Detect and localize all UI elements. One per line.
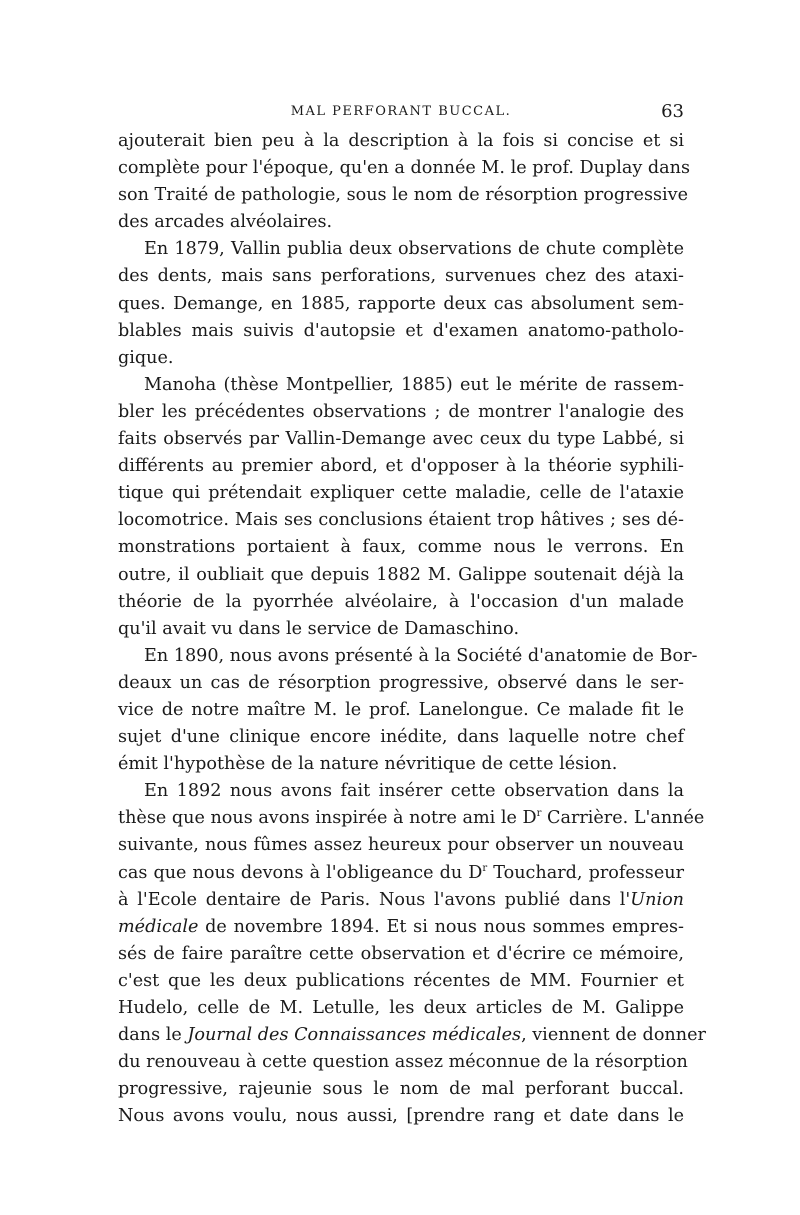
text-segment: Carrière. L'année <box>541 808 705 829</box>
text-line: théorie de la pyorrhée alvéolaire, à l'occasion d'un malade <box>118 591 684 612</box>
superscript: r <box>482 862 488 874</box>
text-segment: de novembre 1894. Et si nous nous sommes empres- <box>198 916 684 937</box>
text-line: Nous avons voulu, nous aussi, [prendre rang et date dans le <box>118 1106 684 1127</box>
text-segment: dans le <box>118 1025 188 1046</box>
text-line <box>118 860 684 887</box>
text-line: En 1892 nous avons fait insérer cette observation dans la <box>144 781 684 802</box>
text-line: gique. <box>118 347 174 368</box>
text-segment: à l'Ecole dentaire de Paris. Nous l'avons publié dans l' <box>118 889 631 910</box>
text-line: c'est que les deux publications récentes de MM. Fournier et <box>118 970 684 991</box>
text-line: ajouterait bien peu à la description à la fois si concise et si <box>118 131 684 151</box>
superscript: r <box>536 808 542 820</box>
text-line: Hudelo, celle de M. Letulle, les deux articles de M. Galippe <box>118 998 684 1018</box>
text-line: émit l'hypothèse de la nature névritique de cette lésion. <box>118 754 618 775</box>
text-line: ques. Demange, en 1885, rapporte deux cas absolument sem- <box>118 293 684 314</box>
text-line: En 1879, Vallin publia deux observations de chute complète <box>144 239 684 260</box>
text-line: sés de faire paraître cette observation et d'écrire ce mémoire, <box>118 943 684 964</box>
text-line: suivante, nous fûmes assez heureux pour observer un nouveau <box>118 835 684 856</box>
text-line: deaux un cas de résorption progressive, observé dans le ser- <box>118 672 684 693</box>
text-line: Manoha (thèse Montpellier, 1885) eut le mérite de rassem- <box>144 374 684 395</box>
running-head <box>118 100 684 124</box>
text-line: du renouveau à cette question assez méconnue de la résorption <box>118 1052 688 1073</box>
text-line: faits observés par Vallin-Demange avec ceux du type Labbé, si <box>118 429 684 450</box>
text-line <box>118 1022 706 1049</box>
text-line: des dents, mais sans perforations, survenues chez des ataxi- <box>118 266 684 287</box>
text-line: des arcades alvéolaires. <box>118 212 333 233</box>
text-line: locomotrice. Mais ses conclusions étaient trop hâtives ; ses dé- <box>118 510 684 531</box>
text-line: sujet d'une clinique encore inédite, dans laquelle notre chef <box>118 727 684 748</box>
text-line: monstrations portaient à faux, comme nous le verrons. En <box>118 537 684 558</box>
text-line: vice de notre maître M. le prof. Lanelongue. Ce malade fit le <box>118 699 684 720</box>
text-line: progressive, rajeunie sous le nom de mal perforant buccal. <box>118 1079 684 1100</box>
italic-title: Union <box>630 889 684 910</box>
running-title: MAL PERFORANT BUCCAL. <box>290 104 512 119</box>
text-line: différents au premier abord, et d'opposer à la théorie syphili- <box>118 456 684 477</box>
text-line: outre, il oubliait que depuis 1882 M. Galippe soutenait déjà la <box>118 564 684 585</box>
text-line: complète pour l'époque, qu'en a donnée M. le prof. Duplay dans <box>118 158 691 179</box>
body-text <box>118 128 706 1130</box>
text-line: qu'il avait vu dans le service de Damaschino. <box>118 618 520 639</box>
text-line <box>118 805 705 832</box>
italic-title: Journal des Connaissances médicales <box>187 1025 522 1046</box>
text-line: blables mais suivis d'autopsie et d'examen anatomo-patholo- <box>118 320 684 341</box>
text-line: tique qui prétendait expliquer cette maladie, celle de l'ataxie <box>118 483 684 504</box>
text-segment: Touchard, professeur <box>487 862 684 883</box>
text-segment: , viennent de donner <box>521 1025 706 1046</box>
text-line: son Traité de pathologie, sous le nom de résorption progressive <box>118 185 688 206</box>
text-segment: cas que nous devons à l'obligeance du D <box>118 862 483 883</box>
text-line: bler les précédentes observations ; de montrer l'analogie des <box>118 401 684 422</box>
page-number: 63 <box>661 101 684 122</box>
text-segment: thèse que nous avons inspirée à notre ami le D <box>118 808 537 829</box>
text-line <box>118 914 684 941</box>
text-line: En 1890, nous avons présenté à la Société d'anatomie de Bor- <box>144 645 698 666</box>
text-line <box>118 887 684 914</box>
italic-title: médicale <box>118 916 199 937</box>
